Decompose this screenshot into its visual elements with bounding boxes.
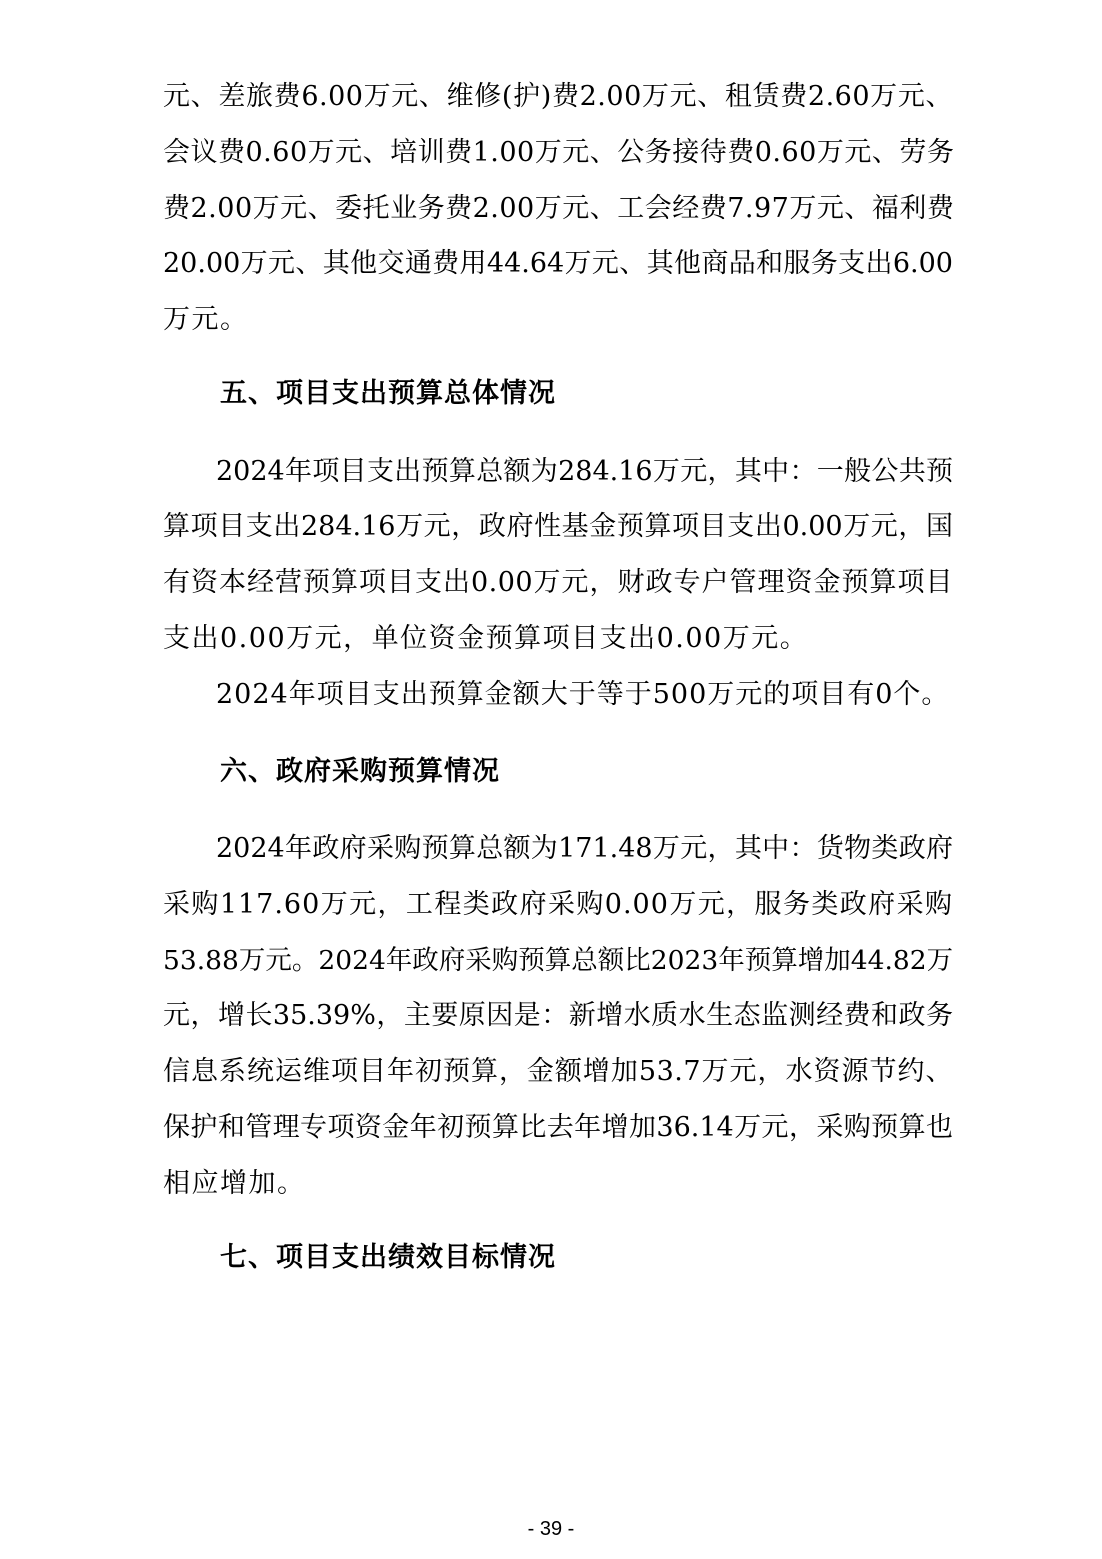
paragraph-line: 2024年政府采购预算总额为171.48万元，其中：货物类政府: [216, 833, 953, 864]
paragraph-line: 元、差旅费6.00万元、维修(护)费2.00万元、租赁费2.60万元、: [163, 81, 953, 112]
section-heading: 七、项目支出绩效目标情况: [220, 1242, 556, 1273]
paragraph-line: 元，增长35.39%，主要原因是：新增水质水生态监测经费和政务: [163, 1000, 953, 1031]
paragraph-line: 2024年项目支出预算总额为284.16万元，其中：一般公共预: [216, 456, 953, 487]
paragraph-line: 会议费0.60万元、培训费1.00万元、公务接待费0.60万元、劳务: [163, 137, 955, 168]
paragraph-line: 支出0.00万元，单位资金预算项目支出0.00万元。: [163, 623, 809, 654]
paragraph-line: 采购117.60万元，工程类政府采购0.00万元，服务类政府采购: [163, 889, 953, 920]
paragraph-line: 万元。: [163, 304, 249, 335]
paragraph-line: 信息系统运维项目年初预算，金额增加53.7万元，水资源节约、: [163, 1056, 953, 1087]
section-heading: 五、项目支出预算总体情况: [220, 378, 556, 409]
paragraph-line: 2024年项目支出预算金额大于等于500万元的项目有0个。: [216, 679, 950, 710]
paragraph-line: 20.00万元、其他交通费用44.64万元、其他商品和服务支出6.00: [163, 248, 953, 279]
paragraph-line: 53.88万元。2024年政府采购预算总额比2023年预算增加44.82万: [163, 945, 954, 976]
paragraph-line: 费2.00万元、委托业务费2.00万元、工会经费7.97万元、福利费: [163, 193, 955, 224]
paragraph-line: 算项目支出284.16万元，政府性基金预算项目支出0.00万元，国: [163, 511, 953, 542]
section-heading: 六、政府采购预算情况: [220, 756, 500, 787]
page-number: - 39 -: [527, 1518, 575, 1540]
paragraph-line: 有资本经营预算项目支出0.00万元，财政专户管理资金预算项目: [163, 567, 953, 598]
paragraph-line: 相应增加。: [163, 1168, 306, 1199]
paragraph-line: 保护和管理专项资金年初预算比去年增加36.14万元，采购预算也: [163, 1112, 953, 1143]
